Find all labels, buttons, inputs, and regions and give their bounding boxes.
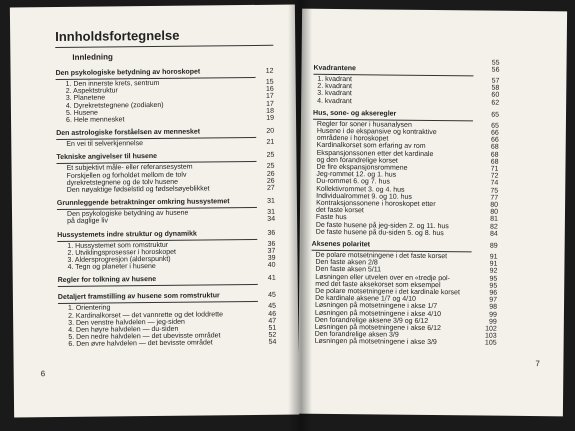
section-heading: Regler for tolkning av husene — [57, 276, 157, 285]
toc-entry: 5. Den nedre halvdelen — det ubevisste området — [68, 332, 221, 342]
toc-entry: De fire ekspansjonsrommene — [316, 163, 408, 172]
toc-entry-page-number: 62 — [491, 99, 500, 107]
toc-entry: 3. Aldersprogresjon (alderspunkt) — [67, 255, 171, 264]
section-heading: Den astrologiske forståelsen av mennesket — [56, 128, 201, 138]
toc-entry: Kontraksjonssonene i horoskopet etter — [316, 199, 436, 209]
toc-entry-page-number: 46 — [268, 310, 277, 318]
section-heading: Den psykologiske betydning av horoskopet — [55, 68, 201, 78]
toc-entry-page-number: 91 — [489, 260, 498, 268]
toc-entry: 1. Hussystemet som romstruktur — [67, 241, 169, 250]
toc-entry: Den forandrelige aksen 3/9 — [314, 330, 399, 339]
toc-entry-page-number: 81 — [490, 215, 498, 224]
toc-entry: 4. Tegn og planeter i husene — [67, 263, 156, 272]
left-page-number: 6 — [40, 369, 46, 379]
toc-entry-page-number: 97 — [489, 296, 498, 304]
toc-entry-page-number: 45 — [268, 303, 277, 311]
right-page-number: 7 — [535, 359, 540, 369]
toc-entry: De polare motsetningene i det faste korset — [315, 251, 448, 261]
section-page-number: 31 — [267, 197, 275, 206]
toc-entry-page-number: 84 — [489, 230, 498, 238]
toc-entry: Løsningen eller utvelen over en «tredje pol- — [315, 273, 450, 282]
toc-entry: 1. kvadrant — [317, 75, 353, 84]
toc-entry: Løsningen på motsetningene i akse 3/9 — [314, 338, 437, 347]
toc-entry: 1. Den innerste krets, sentrum — [65, 79, 160, 88]
section-heading: Hus, sone- og akseregler — [312, 109, 397, 118]
toc-entry-page-number: 37 — [267, 247, 276, 255]
toc-entry: De faste husene på du-siden 5. og 8. hus — [315, 228, 444, 237]
toc-entry: Forskjellen og forholdet mellom de tolv — [66, 171, 187, 180]
toc-entry: det faste korset — [315, 206, 364, 215]
toc-entry: områdene i horoskopet — [316, 134, 389, 143]
toc-entry-page-number: 66 — [491, 129, 499, 137]
toc-title: Innholdsfortegnelse — [55, 27, 180, 45]
toc-entry-page-number: 92 — [489, 267, 498, 276]
toc-entry: 2. kvadrant — [317, 82, 352, 91]
toc-entry: Et subjektivt måle- eller referansesystem — [66, 163, 193, 173]
toc-entry: Den faste aksen 2/8 — [315, 258, 378, 267]
toc-entry: Løsningen på motsetningene i akse 4/10 — [314, 309, 442, 318]
toc-entry-page-number: 68 — [490, 143, 499, 152]
section-page-number: 36 — [267, 229, 276, 237]
toc-entry-page-number: 19 — [266, 114, 275, 122]
toc-entry-page-number: 66 — [490, 136, 499, 144]
toc-entry: 5. Husene — [65, 109, 98, 117]
section-page-number: 89 — [489, 242, 498, 250]
section-heading: Grunnleggende betraktninger omkring hussystemet — [56, 198, 230, 208]
toc-entry-page-number: 27 — [266, 184, 275, 192]
toc-entry-page-number: 17 — [265, 93, 274, 101]
toc-entry-page-number: 17 — [266, 100, 274, 108]
toc-entry-page-number: 40 — [267, 261, 276, 270]
toc-entry: Den forandrelige aksene 3/9 og 6/12 — [314, 316, 429, 325]
toc-entry: Den nøyaktige fødselstid og fødselsøyeblikket — [66, 185, 210, 194]
toc-entry-page-number: 103 — [484, 332, 497, 340]
toc-entry-page-number: 25 — [266, 163, 275, 171]
toc-entry-page-number: 34 — [267, 216, 276, 224]
toc-entry: 4. kvadrant — [317, 97, 352, 105]
toc-entry-page-number: 98 — [489, 303, 498, 312]
section-heading: Hussystemets indre struktur og dynamikk — [57, 230, 197, 239]
toc-entry: Husene i de ekspansive og kontraktive — [316, 127, 437, 137]
toc-entry: 6. Hele mennesket — [66, 116, 125, 124]
toc-entry-page-number: 47 — [268, 317, 277, 325]
toc-entry-page-number: 52 — [268, 331, 277, 340]
toc-entry: Jeg-rommet 12. og 1. hus — [316, 170, 397, 179]
toc-entry: 6. Den øvre halvdelen — det bevisste området — [68, 339, 213, 349]
toc-entry-page-number: 21 — [266, 138, 275, 147]
toc-entry-page-number: 99 — [489, 311, 497, 319]
toc-entry-page-number: 102 — [485, 325, 497, 333]
section-heading: Aksenes polaritet — [311, 240, 371, 249]
right-page — [298, 9, 567, 417]
toc-entry-page-number: 77 — [490, 194, 499, 202]
toc-entry: 1. Orientering — [67, 304, 111, 313]
toc-entry: Den psykologiske betydning av husene — [66, 209, 189, 219]
toc-entry: 4. Den høyre halvdelen — du-siden — [68, 325, 179, 334]
toc-entry: Faste hus — [315, 214, 347, 222]
toc-entry-page-number: 36 — [267, 240, 276, 248]
toc-entry-page-number: 51 — [268, 324, 277, 332]
toc-entry-page-number: 105 — [484, 339, 497, 348]
toc-entry: Den faste aksen 5/11 — [315, 266, 382, 274]
toc-entry-page-number: 99 — [489, 318, 497, 326]
toc-entry: Kollektivrommet 3. og 4. hus — [316, 185, 405, 194]
section-page-number: 12 — [265, 67, 274, 75]
toc-entry: 4. Dyrekretstegnene (zodiaken) — [65, 101, 164, 110]
toc-entry: De faste husene på jeg-siden 2. og 11. hus — [315, 221, 449, 230]
toc-entry: med det faste aksekorset som eksempel — [315, 280, 441, 289]
toc-entry-page-number: 26 — [266, 170, 275, 178]
toc-entry-page-number: 65 — [491, 122, 499, 130]
toc-entry-page-number: 95 — [489, 275, 498, 283]
toc-entry: 2. Kardinalkorset — det vannrette og det loddrette — [68, 310, 223, 320]
toc-entry-page-number: 82 — [490, 223, 498, 231]
section-page-number: 45 — [268, 292, 276, 300]
toc-entry: De kardinale aksene 1/7 og 4/10 — [315, 294, 416, 304]
toc-entry-page-number: 74 — [490, 179, 499, 188]
section-page-number: 20 — [266, 127, 275, 136]
toc-entry: 3. Planetene — [65, 94, 106, 103]
section-page-number: 56 — [491, 66, 500, 74]
top-page-num: 55 — [491, 59, 500, 67]
toc-entry-page-number: 91 — [489, 253, 498, 261]
toc-entry-page-number: 39 — [267, 254, 276, 262]
toc-entry: En vei til selverkjennelse — [66, 140, 143, 149]
toc-entry-page-number: 75 — [490, 187, 499, 195]
section-page-number: 65 — [491, 111, 500, 119]
toc-entry-page-number: 96 — [489, 289, 498, 297]
toc-entry-page-number: 31 — [267, 208, 276, 217]
toc-entry: 2. Aspektstruktur — [65, 87, 118, 96]
toc-entry-page-number: 68 — [490, 158, 499, 166]
section-heading: Detaljert framstilling av husene som romstruktur — [57, 292, 220, 302]
toc-entry-page-number: 15 — [265, 78, 274, 86]
title-rule — [55, 45, 273, 48]
toc-entry-page-number: 26 — [266, 177, 275, 185]
intro-heading: Innledning — [72, 52, 113, 62]
toc-entry: og den forandrelige korset — [316, 156, 398, 165]
toc-entry-page-number: 71 — [490, 165, 499, 173]
toc-entry: dyrekretstegnene og de tolv husene — [66, 178, 179, 187]
book-gutter — [288, 0, 312, 431]
section-heading: Kvadrantene — [313, 64, 356, 73]
toc-entry: Ekspansjonssonen etter det kardinale — [316, 149, 434, 158]
toc-entry: Kardinalkorset som erfaring av rom — [316, 142, 426, 151]
toc-entry-page-number: 68 — [490, 151, 499, 159]
toc-entry: Regler for soner i husanalysen — [316, 120, 412, 129]
toc-entry: 2. Utviklingsprosesser i horoskopet — [67, 248, 177, 257]
toc-entry-page-number: 18 — [266, 107, 274, 115]
toc-entry-page-number: 60 — [491, 92, 500, 100]
left-page — [10, 5, 299, 418]
toc-entry: Løsningen på motsetningene i akse 6/12 — [314, 323, 441, 333]
toc-entry: på daglige liv — [67, 217, 109, 226]
toc-entry: Løsningen på motsetningene i akse 1/7 — [314, 302, 438, 311]
toc-entry-page-number: 57 — [491, 77, 500, 85]
toc-entry-page-number: 58 — [491, 84, 500, 92]
toc-entry-page-number: 54 — [268, 339, 277, 347]
toc-entry-page-number: 72 — [490, 172, 499, 180]
toc-entry-page-number: 16 — [265, 85, 274, 94]
section-page-number: 25 — [266, 152, 275, 160]
section-heading: Tekniske angivelser til husene — [56, 153, 158, 162]
toc-entry: De polare motsetningene i det kardinale korset — [315, 287, 460, 297]
toc-entry: Du-rommet 6. og 7. hus — [316, 178, 390, 186]
toc-entry: 3. Den venstre halvdelen — jeg-siden — [68, 318, 185, 327]
section-page-number: 41 — [267, 275, 276, 283]
toc-entry-page-number: 80 — [490, 208, 499, 216]
toc-entry: 3. kvadrant — [317, 90, 352, 98]
toc-entry-page-number: 95 — [489, 282, 498, 290]
toc-entry: Individualrommet 9. og 10. hus — [316, 192, 412, 201]
toc-entry-page-number: 80 — [490, 201, 499, 209]
